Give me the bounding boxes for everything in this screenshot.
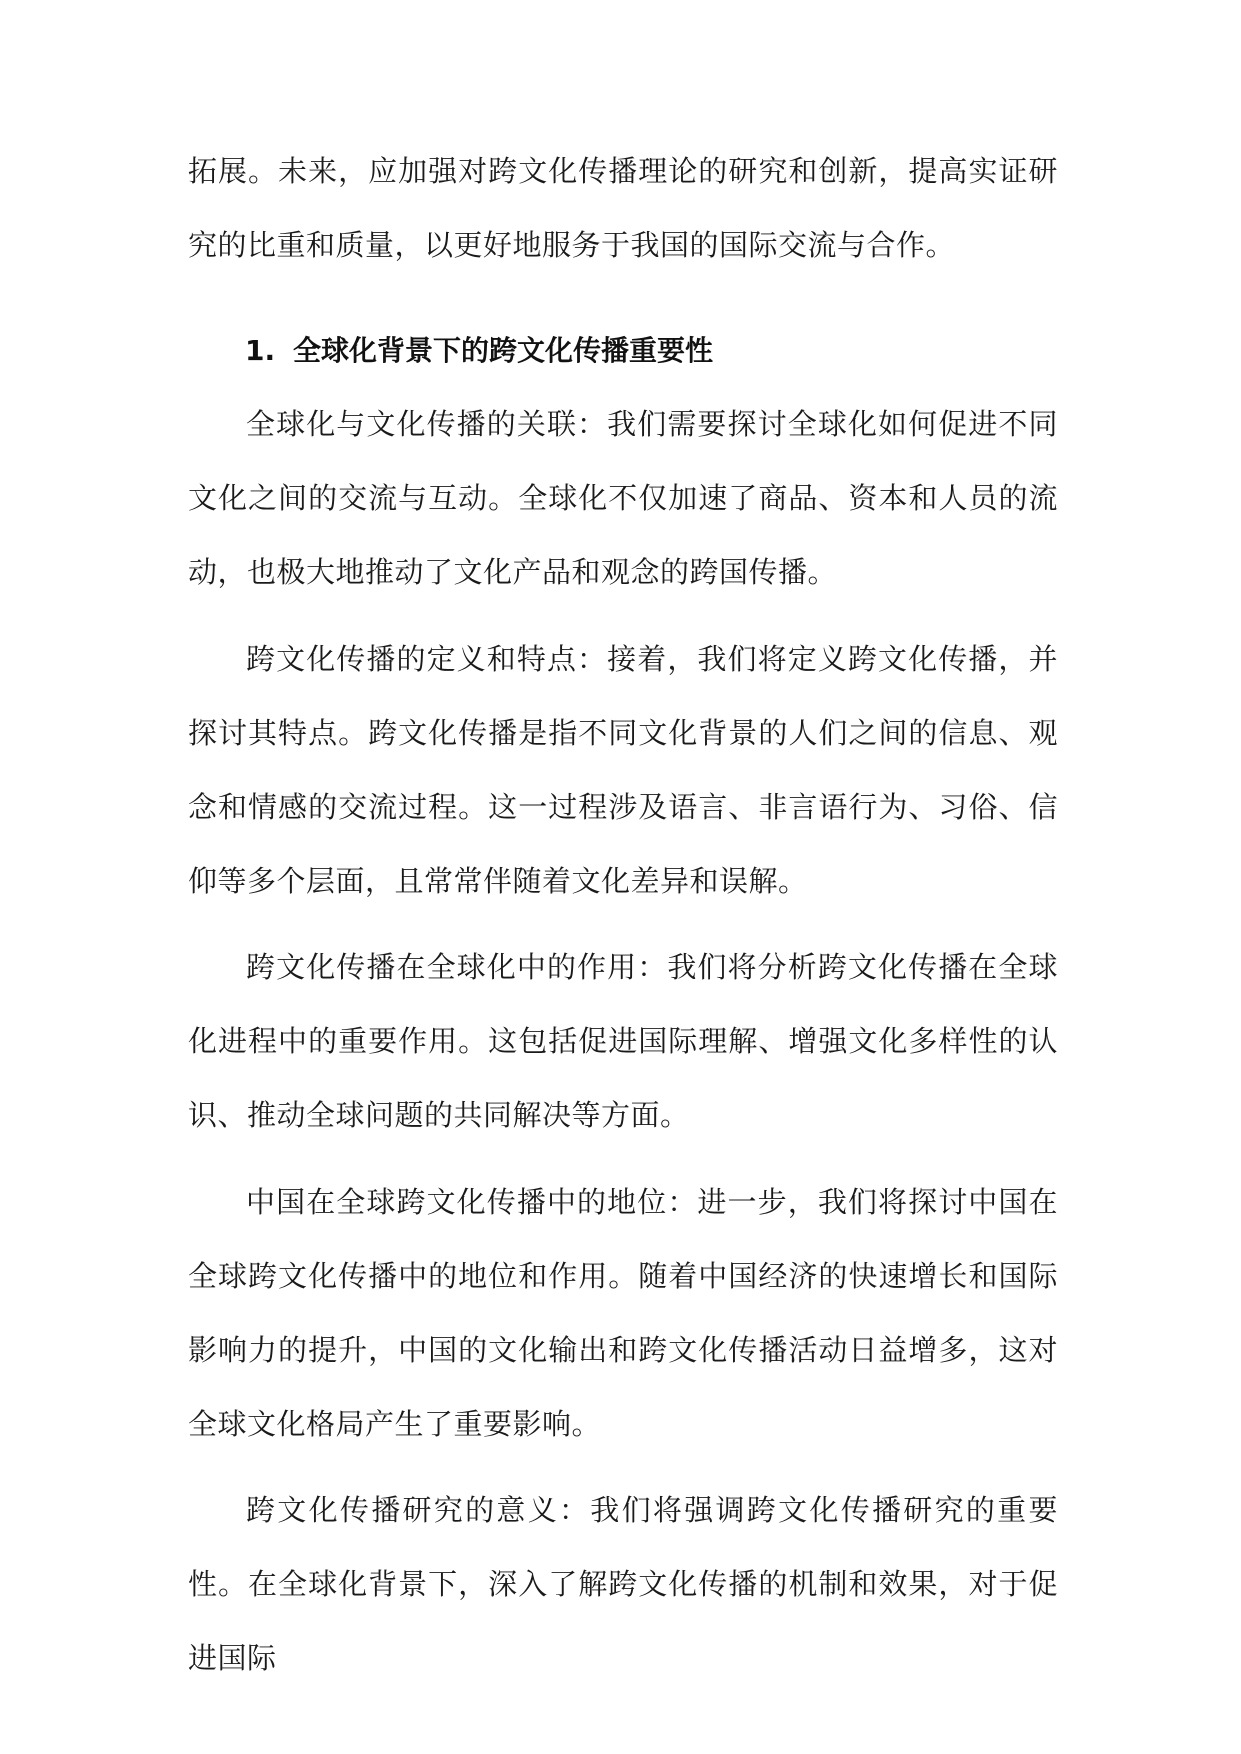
paragraph-research-significance: 跨文化传播研究的意义：我们将强调跨文化传播研究的重要性。在全球化背景下，深入了解跨文化传播的机制和效果，对于促进国际 — [188, 1493, 1058, 1675]
paragraph-role: 跨文化传播在全球化中的作用：我们将分析跨文化传播在全球化进程中的重要作用。这包括促进国际理解、增强文化多样性的认识、推动全球问题的共同解决等方面。 — [188, 950, 1058, 1132]
section-number: 1. — [245, 334, 276, 367]
section-title: 全球化背景下的跨文化传播重要性 — [293, 334, 714, 367]
section-heading — [245, 314, 713, 388]
paragraph-globalization-link: 全球化与文化传播的关联：我们需要探讨全球化如何促进不同文化之间的交流与互动。全球化不仅加速了商品、资本和人员的流动，也极大地推动了文化产品和观念的跨国传播。 — [188, 407, 1058, 589]
paragraph-definition: 跨文化传播的定义和特点：接着，我们将定义跨文化传播，并探讨其特点。跨文化传播是指不同文化背景的人们之间的信息、观念和情感的交流过程。这一过程涉及语言、非言语行为、习俗、信仰等多个层面，且常常伴随着文化差异和误解。 — [188, 642, 1058, 898]
continuation-paragraph: 拓展。未来，应加强对跨文化传播理论的研究和创新，提高实证研究的比重和质量，以更好地服务于我国的国际交流与合作。 — [188, 154, 1058, 262]
paragraph-china-position: 中国在全球跨文化传播中的地位：进一步，我们将探讨中国在全球跨文化传播中的地位和作用。随着中国经济的快速增长和国际影响力的提升，中国的文化输出和跨文化传播活动日益增多，这对全球文化格局产生了重要影响。 — [188, 1185, 1058, 1441]
